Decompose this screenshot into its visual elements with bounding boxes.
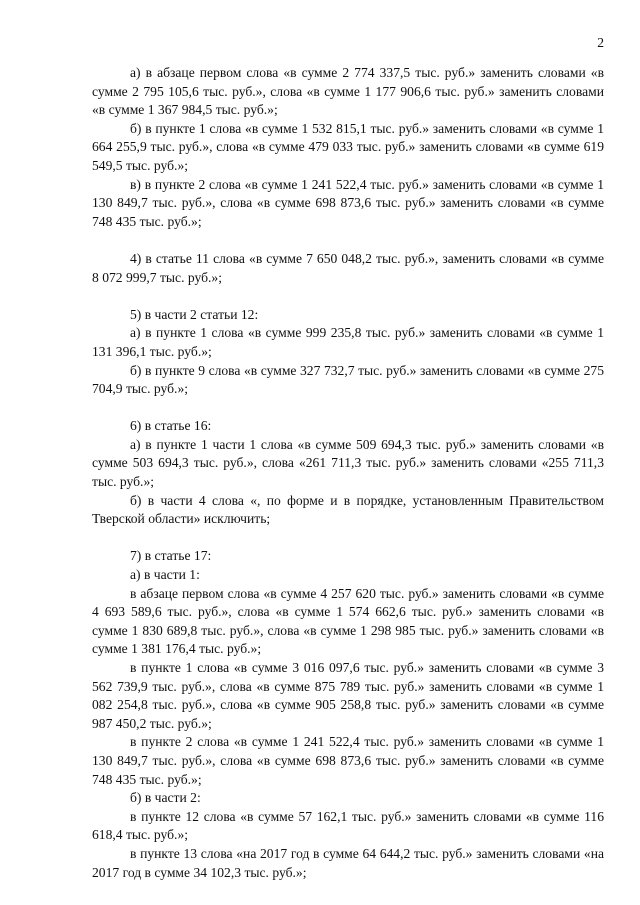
paragraph-item-5: 5) в части 2 статьи 12: [130, 306, 259, 322]
paragraph-b-point-1: б) в пункте 1 слова «в сумме 1 532 815,1 тыс. руб.» заменить словами «в сумме 1 664 255,9 тыс. руб.», слова «в сумме 479 033 тыс. руб.» заменить словами «в сумме 619 549,5 тыс. руб.»; [92, 120, 604, 173]
paragraph-item-7a-point-2: в пункте 2 слова «в сумме 1 241 522,4 тыс. руб.» заменить словами «в сумме 1 130 849,7 тыс. руб.», слова «в сумме 698 873,6 тыс. руб.» заменить словами «в сумме 748 435 тыс. руб.»; [92, 734, 604, 787]
paragraph-v-point-2: в) в пункте 2 слова «в сумме 1 241 522,4 тыс. руб.» заменить словами «в сумме 1 130 849,7 тыс. руб.», слова «в сумме 698 873,6 тыс. руб.» заменить словами «в сумме 748 435 тыс. руб.»; [92, 176, 604, 229]
paragraph-item-6a: а) в пункте 1 части 1 слова «в сумме 509 694,3 тыс. руб.» заменить словами «в сумме 503 694,3 тыс. руб.», слова «261 711,3 тыс. руб.» заменить словами «255 711,3 тыс. руб.»; [92, 436, 604, 490]
spacer [92, 529, 604, 548]
paragraph-item-5a: а) в пункте 1 слова «в сумме 999 235,8 тыс. руб.» заменить словами «в сумме 1 131 396,1 тыс. руб.»; [92, 325, 604, 359]
paragraph-item-7b-point-12: в пункте 12 слова «в сумме 57 162,1 тыс. руб.» заменить словами «в сумме 116 618,4 тыс. руб.»; [92, 808, 604, 843]
paragraph-item-7a-first: в абзаце первом слова «в сумме 4 257 620 тыс. руб.» заменить словами «в сумме 4 693 589,6 тыс. руб.», слова «в сумме 1 574 662,6 тыс. руб.» заменить словами «в сумме 1 830 689,8 тыс. руб.», слова «в сумме 1 298 985 тыс. руб.» заменить словами «в сумме 1 381 176,4 тыс. руб.»; [92, 585, 604, 657]
paragraph-item-6: 6) в статье 16: [130, 418, 212, 434]
spacer [92, 399, 604, 418]
paragraph-item-7: 7) в статье 17: [130, 548, 212, 564]
spacer [92, 287, 604, 306]
page-number: 2 [597, 35, 604, 50]
paragraph-item-7b: б) в части 2: [130, 790, 201, 806]
paragraph-a-first: а) в абзаце первом слова «в сумме 2 774 337,5 тыс. руб.» заменить словами «в сумме 2 795 105,6 тыс. руб.», слова «в сумме 1 177 906,6 тыс. руб.» заменить словами «в сумме 1 367 984,5 тыс. руб.»; [92, 65, 604, 118]
paragraph-item-5b: б) в пункте 9 слова «в сумме 327 732,7 тыс. руб.» заменить словами «в сумме 275 704,9 тыс. руб.»; [92, 362, 604, 397]
paragraph-item-4: 4) в статье 11 слова «в сумме 7 650 048,2 тыс. руб.», заменить словами «в сумме 8 072 999,7 тыс. руб.»; [92, 250, 604, 285]
paragraph-item-6b: б) в части 4 слова «, по форме и в порядке, установленным Правительством Тверской области» исключить; [92, 492, 604, 527]
paragraph-item-7a-point-1: в пункте 1 слова «в сумме 3 016 097,6 тыс. руб.» заменить словами «в сумме 3 562 739,9 тыс. руб.», слова «в сумме 875 789 тыс. руб.» заменить словами «в сумме 1 082 254,8 тыс. руб.», слова «в сумме 905 258,8 тыс. руб.» заменить словами «в сумме 987 450,2 тыс. руб.»; [92, 660, 604, 731]
paragraph-item-7b-point-13: в пункте 13 слова «на 2017 год в сумме 64 644,2 тыс. руб.» заменить словами «на 2017 год в сумме 34 102,3 тыс. руб.»; [92, 845, 604, 880]
paragraph-item-7a: а) в части 1: [130, 567, 200, 583]
spacer [92, 231, 604, 250]
